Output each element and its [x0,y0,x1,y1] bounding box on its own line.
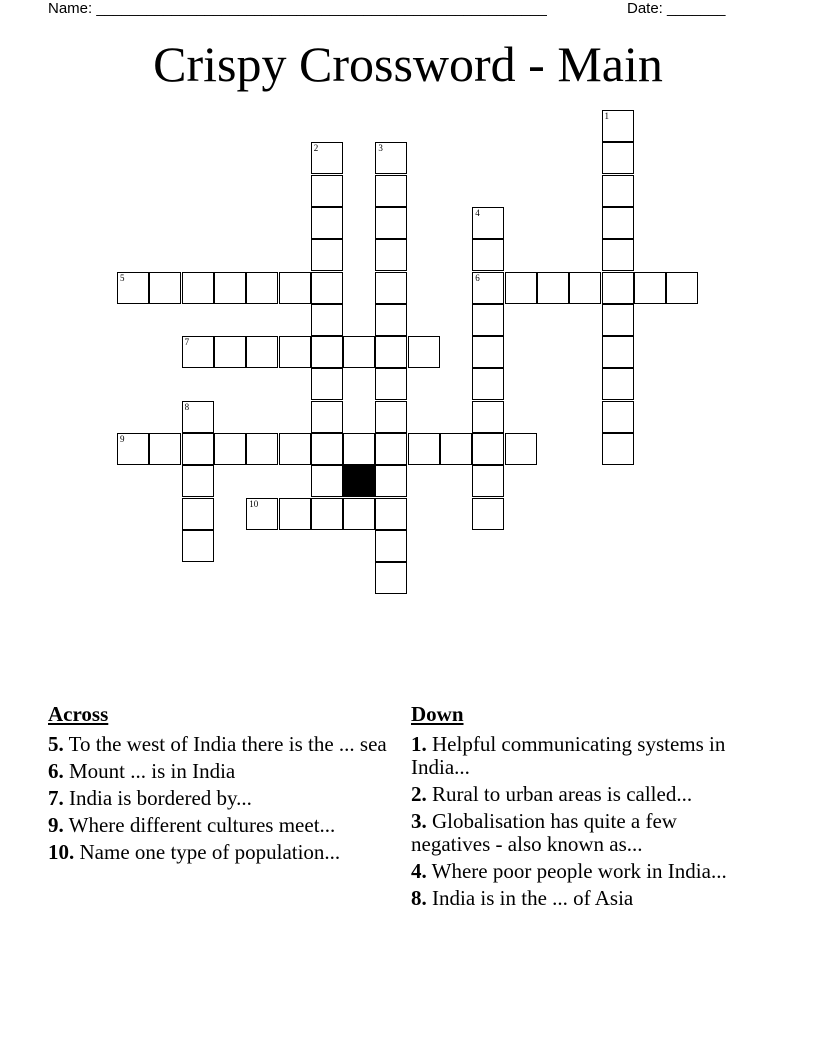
grid-cell[interactable] [375,562,407,594]
clue-number-label: 10 [249,498,259,509]
clue-number: 2. [411,782,427,806]
grid-cell[interactable] [149,272,181,304]
grid-cell[interactable] [311,175,343,207]
grid-cell[interactable] [375,272,407,304]
clue-text: Where different cultures meet... [68,813,336,837]
grid-cell[interactable] [602,272,634,304]
across-clue [48,760,393,783]
grid-cell[interactable] [602,207,634,239]
clue-number: 8. [411,886,427,910]
grid-cell[interactable] [279,272,311,304]
grid-cell[interactable] [472,465,504,497]
grid-cell[interactable] [505,272,537,304]
grid-cell[interactable] [602,336,634,368]
grid-cell[interactable] [472,336,504,368]
grid-cell[interactable] [375,207,407,239]
grid-cell[interactable] [311,498,343,530]
grid-cell[interactable] [472,272,504,304]
grid-cell[interactable] [375,433,407,465]
grid-cell[interactable] [311,142,343,174]
grid-cell[interactable] [182,465,214,497]
grid-cell[interactable] [182,498,214,530]
clue-text: Globalisation has quite a few negatives - also known as... [411,809,677,856]
grid-cell[interactable] [246,336,278,368]
across-heading: Across [48,702,109,726]
grid-cell[interactable] [537,272,569,304]
clue-text: India is bordered by... [69,786,252,810]
grid-cell[interactable] [602,304,634,336]
grid-cell[interactable] [182,530,214,562]
clue-number-label: 8 [184,401,190,412]
clue-text: Name one type of population... [79,840,341,864]
grid-block [343,465,375,497]
grid-cell[interactable] [182,401,214,433]
grid-cell[interactable] [375,530,407,562]
grid-cell[interactable] [182,272,214,304]
clue-number-label: 9 [120,434,125,444]
clue-number-label: 2 [313,143,319,154]
grid-cell[interactable] [408,336,440,368]
clue-number-label: 4 [475,207,480,218]
clue-text: To the west of India there is the ... sea [68,732,387,756]
grid-cell[interactable] [214,336,246,368]
grid-cell[interactable] [246,498,278,530]
down-clue [411,860,751,883]
grid-cell[interactable] [472,239,504,271]
clue-number-label: 3 [378,143,383,154]
grid-cell[interactable] [375,336,407,368]
grid-cell[interactable] [602,110,634,142]
clue-number-label: 7 [184,337,190,348]
grid-cell[interactable] [182,433,214,465]
grid-cell[interactable] [408,433,440,465]
grid-cell[interactable] [472,304,504,336]
across-clue [48,841,393,864]
across-clue [48,787,393,810]
grid-cell[interactable] [634,272,666,304]
clue-text: Mount ... is in India [69,759,236,783]
across-clue [48,814,393,837]
grid-cell[interactable] [182,336,214,368]
grid-cell[interactable] [279,498,311,530]
across-clue [48,733,393,756]
clue-number: 5. [48,732,64,756]
clue-number: 7. [48,786,64,810]
grid-cell[interactable] [440,433,472,465]
clue-number: 6. [48,759,64,783]
grid-cell[interactable] [505,433,537,465]
grid-cell[interactable] [569,272,601,304]
grid-cell[interactable] [117,433,149,465]
clue-text: Where poor people work in India... [431,859,727,883]
grid-cell[interactable] [375,142,407,174]
grid-cell[interactable] [343,336,375,368]
grid-cell[interactable] [375,239,407,271]
grid-cell[interactable] [214,433,246,465]
across-clues [48,703,393,868]
clue-text: India is in the ... of Asia [432,886,634,910]
clue-number: 10. [48,840,75,864]
grid-cell[interactable] [375,465,407,497]
grid-cell[interactable] [602,433,634,465]
clue-number-label: 5 [120,272,125,283]
grid-cell[interactable] [666,272,698,304]
clue-number: 9. [48,813,64,837]
grid-cell[interactable] [311,207,343,239]
grid-cell[interactable] [602,368,634,400]
grid-cell[interactable] [472,368,504,400]
down-clue [411,810,751,856]
grid-cell[interactable] [311,304,343,336]
grid-cell[interactable] [602,401,634,433]
down-clue [411,887,751,910]
grid-cell[interactable] [472,207,504,239]
grid-cell[interactable] [117,272,149,304]
clue-number-label: 6 [475,272,480,283]
grid-cell[interactable] [279,433,311,465]
grid-cell[interactable] [279,336,311,368]
clue-text: Rural to urban areas is called... [432,782,693,806]
grid-cell[interactable] [311,272,343,304]
name-field-label: Name: ______________________________________________________ [48,0,547,17]
grid-cell[interactable] [311,336,343,368]
down-clue [411,783,751,806]
clue-text: Helpful communicating systems in India... [411,732,726,779]
grid-cell[interactable] [375,175,407,207]
page-title: Crispy Crossword - Main [153,36,663,92]
grid-cell[interactable] [602,142,634,174]
grid-cell[interactable] [375,368,407,400]
grid-cell[interactable] [602,239,634,271]
grid-cell[interactable] [149,433,181,465]
grid-cell[interactable] [375,304,407,336]
grid-cell[interactable] [311,465,343,497]
grid-cell[interactable] [472,401,504,433]
grid-cell[interactable] [246,433,278,465]
grid-cell[interactable] [311,368,343,400]
clue-number: 1. [411,732,427,756]
grid-cell[interactable] [311,433,343,465]
clue-number: 3. [411,809,427,833]
grid-cell[interactable] [343,498,375,530]
grid-cell[interactable] [311,239,343,271]
down-clues [411,703,751,914]
grid-cell[interactable] [375,498,407,530]
grid-cell[interactable] [602,175,634,207]
grid-cell[interactable] [472,433,504,465]
down-heading: Down [411,702,464,726]
date-field-label: Date: _______ [627,0,726,17]
clue-number-label: 1 [604,111,609,121]
grid-cell[interactable] [472,498,504,530]
down-clue [411,733,751,779]
grid-cell[interactable] [343,433,375,465]
clue-number: 4. [411,859,427,883]
grid-cell[interactable] [214,272,246,304]
grid-cell[interactable] [246,272,278,304]
grid-cell[interactable] [375,401,407,433]
grid-cell[interactable] [311,401,343,433]
